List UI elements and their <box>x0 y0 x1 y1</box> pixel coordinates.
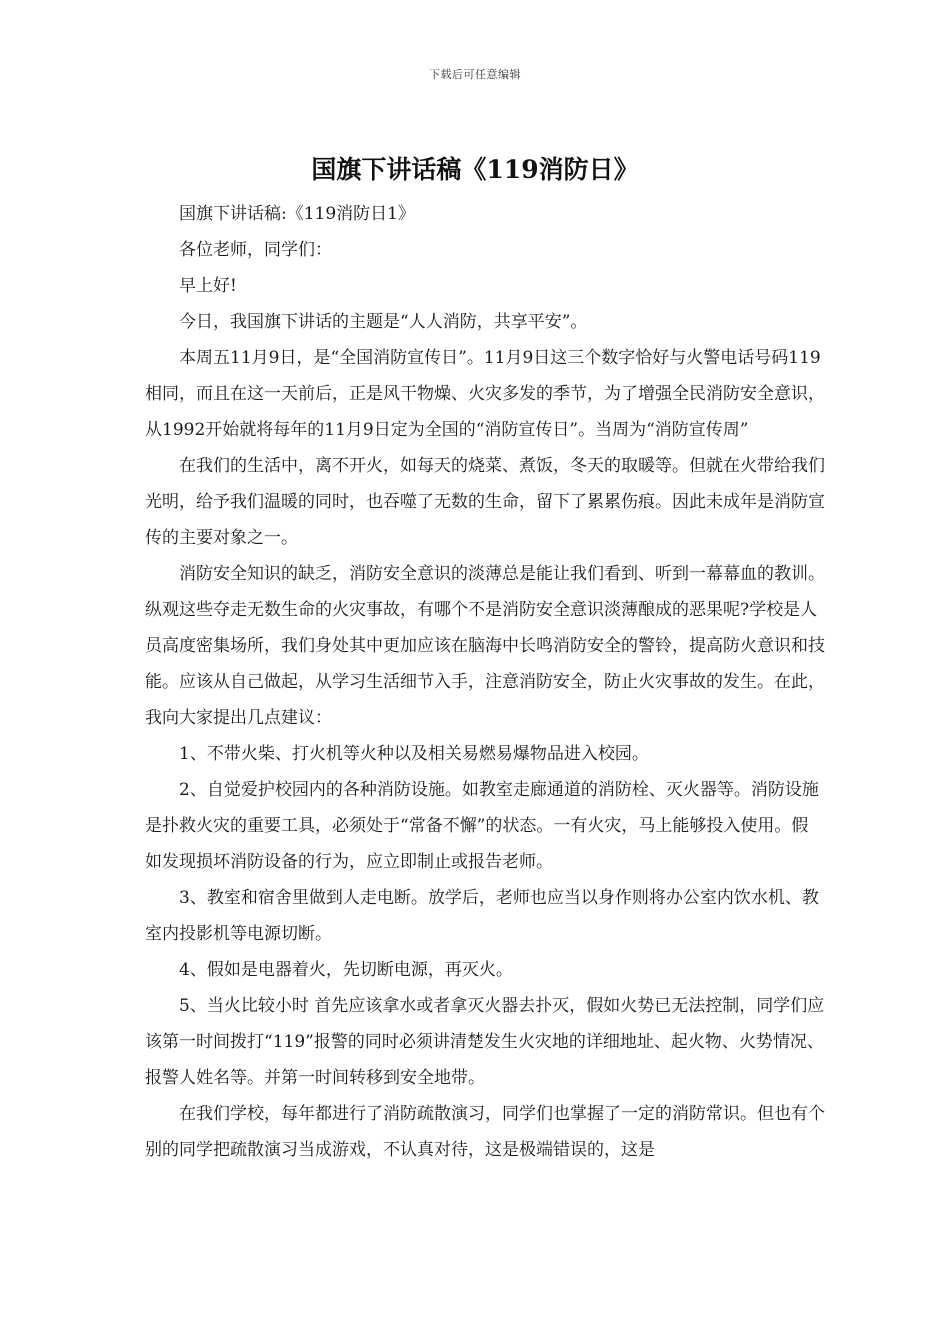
paragraph: 4、假如是电器着火，先切断电源，再灭火。 <box>179 960 513 980</box>
paragraph: 1、不带火柴、打火机等火种以及相关易燃易爆物品进入校园。 <box>179 744 649 764</box>
paragraph: 在我们学校，每年都进行了消防疏散演习，同学们也掌握了一定的消防常识。但也有个别的同学把疏散演习当成游戏，不认真对待，这是极端错误的，这是 <box>145 1104 825 1160</box>
document-body <box>145 196 825 1168</box>
paragraph: 2、自觉爱护校园内的各种消防设施。如教室走廊通道的消防栓、灭火器等。消防设施是扑救火灾的重要工具，必须处于“常备不懈”的状态。一有火灾，马上能够投入使用。假如发现损坏消防设备的行为，应立即制止或报告老师。 <box>145 780 819 872</box>
paragraph: 国旗下讲话稿:《119消防日1》 <box>179 204 415 224</box>
paragraph: 在我们的生活中，离不开火，如每天的烧菜、煮饭，冬天的取暖等。但就在火带给我们光明，给予我们温暖的同时，也吞噬了无数的生命，留下了累累伤痕。因此未成年是消防宣传的主要对象之一。 <box>145 456 825 548</box>
paragraph: 各位老师，同学们： <box>179 240 332 260</box>
document-title: 国旗下讲话稿《119消防日》 <box>311 155 639 184</box>
paragraph: 早上好! <box>179 276 237 296</box>
paragraph: 本周五11月9日，是“全国消防宣传日”。11月9日这三个数字恰好与火警电话号码119相同，而且在这一天前后，正是风干物燥、火灾多发的季节，为了增强全民消防安全意识，从1992开始就将每年的11月9日定为全国的“消防宣传日”。当周为“消防宣传周” <box>145 348 825 440</box>
paragraph: 消防安全知识的缺乏，消防安全意识的淡薄总是能让我们看到、听到一幕幕血的教训。纵观这些夺走无数生命的火灾事故，有哪个不是消防安全意识淡薄酿成的恶果呢?学校是人员高度密集场所，我们身处其中更加应该在脑海中长鸣消防安全的警铃，提高防火意识和技能。应该从自己做起，从学习生活细节入手，注意消防安全，防止火灾事故的发生。在此，我向大家提出几点建议： <box>145 564 825 728</box>
paragraph: 5、当火比较小时 首先应该拿水或者拿灭火器去扑灭，假如火势已无法控制，同学们应该第一时间拨打“119”报警的同时必须讲清楚发生火灾地的详细地址、起火物、火势情况、报警人姓名等。并第一时间转移到安全地带。 <box>145 996 825 1088</box>
paragraph: 3、教室和宿舍里做到人走电断。放学后，老师也应当以身作则将办公室内饮水机、教室内投影机等电源切断。 <box>145 888 819 944</box>
header-note: 下载后可任意编辑 <box>429 68 521 81</box>
paragraph: 今日，我国旗下讲话的主题是“人人消防，共享平安”。 <box>179 312 588 332</box>
